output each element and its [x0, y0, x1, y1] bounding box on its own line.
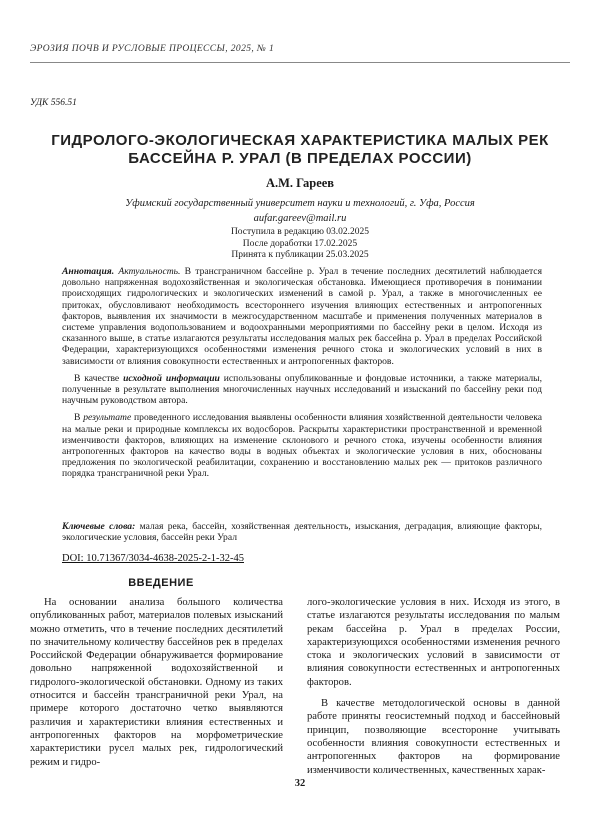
result-label: результате: [83, 412, 132, 424]
date-received: Поступила в редакцию 03.02.2025: [230, 227, 370, 237]
doi-link[interactable]: DOI: 10.71367/3034-4638-2025-2-1-32-45: [62, 553, 244, 564]
article-title: [30, 132, 570, 168]
intro-paragraph-1: На основании анализа большого количества опубликованных работ, материалов полевых изысканий можно отметить, что в течение последних десятилетий по значительному количеству бассейнов рек в пределах Российской Федерации обнаруживается формирование довольно напряженной водохозяйственной и гидролого-экологической обстановки. Одному из таких относится и бассейн трансграничной реки Урал, на примере которого достаточно четко выявляются различия и характеристики влияния естественных и антропогенных факторов на морфометрические характеристики русел малых рек, гидрологический режим и гидро-: [30, 597, 283, 768]
section-heading: ВВЕДЕНИЕ: [128, 577, 194, 589]
header-rule: [30, 62, 570, 63]
abstract-source: [62, 373, 542, 407]
result-text: проведенного исследования выявлены особенности влияния хозяйственной деятельности человека на малые реки и природные комплексы их водосборов. Раскрыты характеристики пространственной и временной изменчивости факторов, влияющих на изменение склонового и речного стока, изучены особенности влияния антропогенных факторов на качество воды в водных объектах и экологические условия в них, обоснованы предложения по экологической реабилитации, сохранению и восстановлению малых рек — притоков различного порядка трансграничной реки Урал.: [62, 412, 542, 480]
author-email: aufar.gareev@mail.ru: [253, 213, 347, 224]
source-label: исходной информации: [123, 372, 220, 384]
abstract-relevance: [62, 266, 542, 367]
relevance-label: Актуальность.: [118, 266, 181, 277]
running-head: ЭРОЗИЯ ПОЧВ И РУСЛОВЫЕ ПРОЦЕССЫ, 2025, № 1: [30, 44, 275, 54]
affiliation-block: [30, 196, 570, 226]
author-name: А.М. Гареев: [265, 176, 335, 190]
right-column: [307, 596, 560, 777]
affiliation: Уфимский государственный университет науки и технологий, г. Уфа, Россия: [125, 198, 475, 209]
udk-code: УДК 556.51: [30, 98, 77, 108]
submission-dates: [30, 227, 570, 262]
title-line-1: ГИДРОЛОГО-ЭКОЛОГИЧЕСКАЯ ХАРАКТЕРИСТИКА МАЛЫХ РЕК: [51, 132, 549, 149]
page-number: 32: [294, 778, 306, 789]
left-column: [30, 596, 283, 769]
abstract: [62, 266, 542, 480]
abstract-result: [62, 412, 542, 479]
keywords: [62, 521, 542, 543]
abstract-label: Аннотация.: [62, 266, 115, 277]
intro-paragraph-2: В качестве методологической основы в данной работе приняты геосистемный подход и бассейновый принцип, позволяющие всесторонне учитывать особенности влияния совокупности естественных и антропогенных факторов на формирование изменчивости количественных, качественных харак-: [307, 698, 560, 776]
source-text: использованы опубликованные и фондовые источники, а также материалы, полученные в результате выполнения многочисленных научных исследований и изысканий по бассейну реки под научным руководством автора.: [62, 372, 542, 407]
keywords-label: Ключевые слова:: [62, 521, 136, 532]
date-accepted: Принята к публикации 25.03.2025: [231, 250, 369, 260]
source-prefix: В качестве: [74, 372, 124, 384]
title-line-2: БАССЕЙНА Р. УРАЛ (В ПРЕДЕЛАХ РОССИИ): [128, 150, 472, 167]
relevance-text: В трансграничном бассейне р. Урал в течение последних десятилетий наблюдается довольно напряженная водохозяйственная и экологическая обстановка. Имеющиеся противоречия в понимании происходящих гидрологических и экологических изменений в самой р. Урал, а также в многочисленных ее притоках, обусловливают необходимость всестороннего изучения влияющих естественных и антропогенных факторов, выявления их значимости в межгосударственном масштабе и применения полученных материалов в системе управления водопользованием и водоохранными мероприятиями по бассейну реки в целом. Исходя из сказанного выше, в статье излагаются результаты исследования малых рек бассейна р. Урал в пределах Российской Федерации, характеризующихся особенностями изменения речного стока и экологических условий в них в зависимости от влияния совокупности естественных и антропогенных факторов.: [62, 266, 542, 367]
intro-paragraph-continued: лого-экологические условия в них. Исходя из этого, в статье излагаются результаты исследования по малым рекам бассейна р. Урал в пределах России, характеризующихся особенностями изменения речного стока и экологических условий в зависимости от влияния совокупности естественных и антропогенных факторов.: [307, 597, 560, 688]
result-prefix: В: [74, 412, 84, 424]
keywords-text: малая река, бассейн, хозяйственная деятельность, изыскания, деградация, влияющие факторы, экологические условия, бассейн реки Урал: [62, 521, 542, 544]
date-revised: После доработки 17.02.2025: [242, 238, 358, 249]
